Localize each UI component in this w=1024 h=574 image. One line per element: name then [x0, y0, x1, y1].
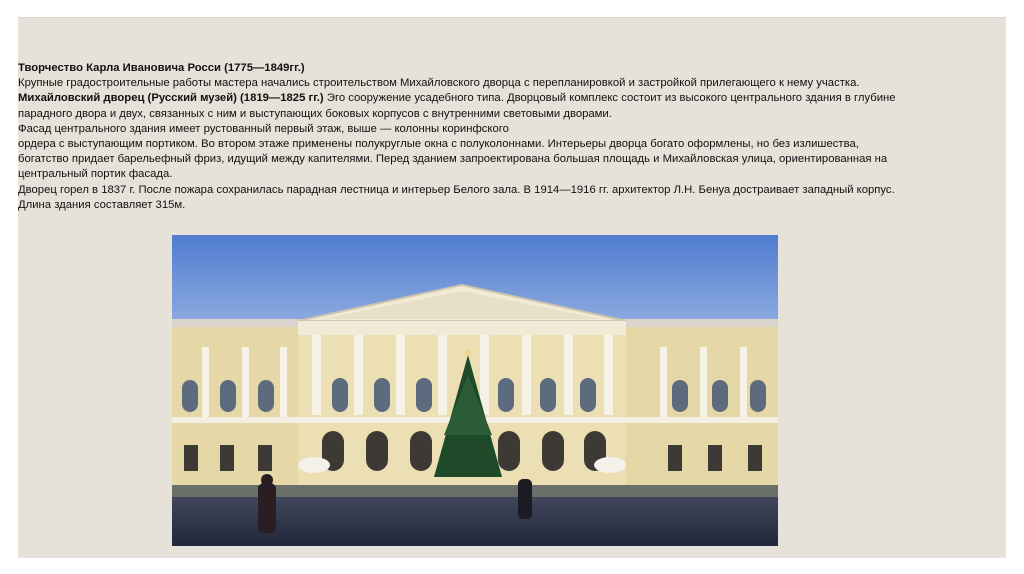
- facade-paragraph-2: ордера с выступающим портиком. Во втором этаже применены полукруглые окна с полуколоннами. Интерьеры дворца богато оформлены, но без излишества, богатство придает барельефный фриз, идущий между капителями. Перед зданием запроектирована большая площадь и Михайловская улица, ориентированная на центральный портик фасада.: [18, 138, 888, 181]
- palace-heading: Михайловский дворец (Русский музей) (1819—1825 гг.): [18, 92, 324, 105]
- palace-illustration: [172, 235, 778, 546]
- facade-paragraph-1: Фасад центрального здания имеет рустованный первый этаж, выше — колонны коринфского: [18, 122, 509, 135]
- slide-title: Творчество Карла Ивановича Росси (1775—1849гг.): [18, 62, 305, 74]
- palace-description: Эго сооружение усадебного типа. Дворцовый комплекс состоит из высокого центрального здания в глубине парадного двора и двух, связанных с ним и выступающих боковых корпусов с внутренними световыми дворами.: [18, 92, 896, 120]
- slide-text: [18, 61, 898, 213]
- palace-paragraph: [18, 91, 898, 121]
- person-silhouette: [258, 483, 276, 533]
- mikhailovsky-palace-photo: [172, 235, 778, 546]
- fire-paragraph: Дворец горел в 1837 г. После пожара сохранилась парадная лестница и интерьер Белого зала. В 1914—1916 гг. архитектор Л.Н. Бенуа достраивает западный корпус. Длина здания составляет 315м.: [18, 183, 895, 211]
- intro-paragraph: Крупные градостроительные работы мастера начались строительством Михайловского дворца с перепланировкой и застройкой прилегающего к нему участка.: [18, 77, 860, 90]
